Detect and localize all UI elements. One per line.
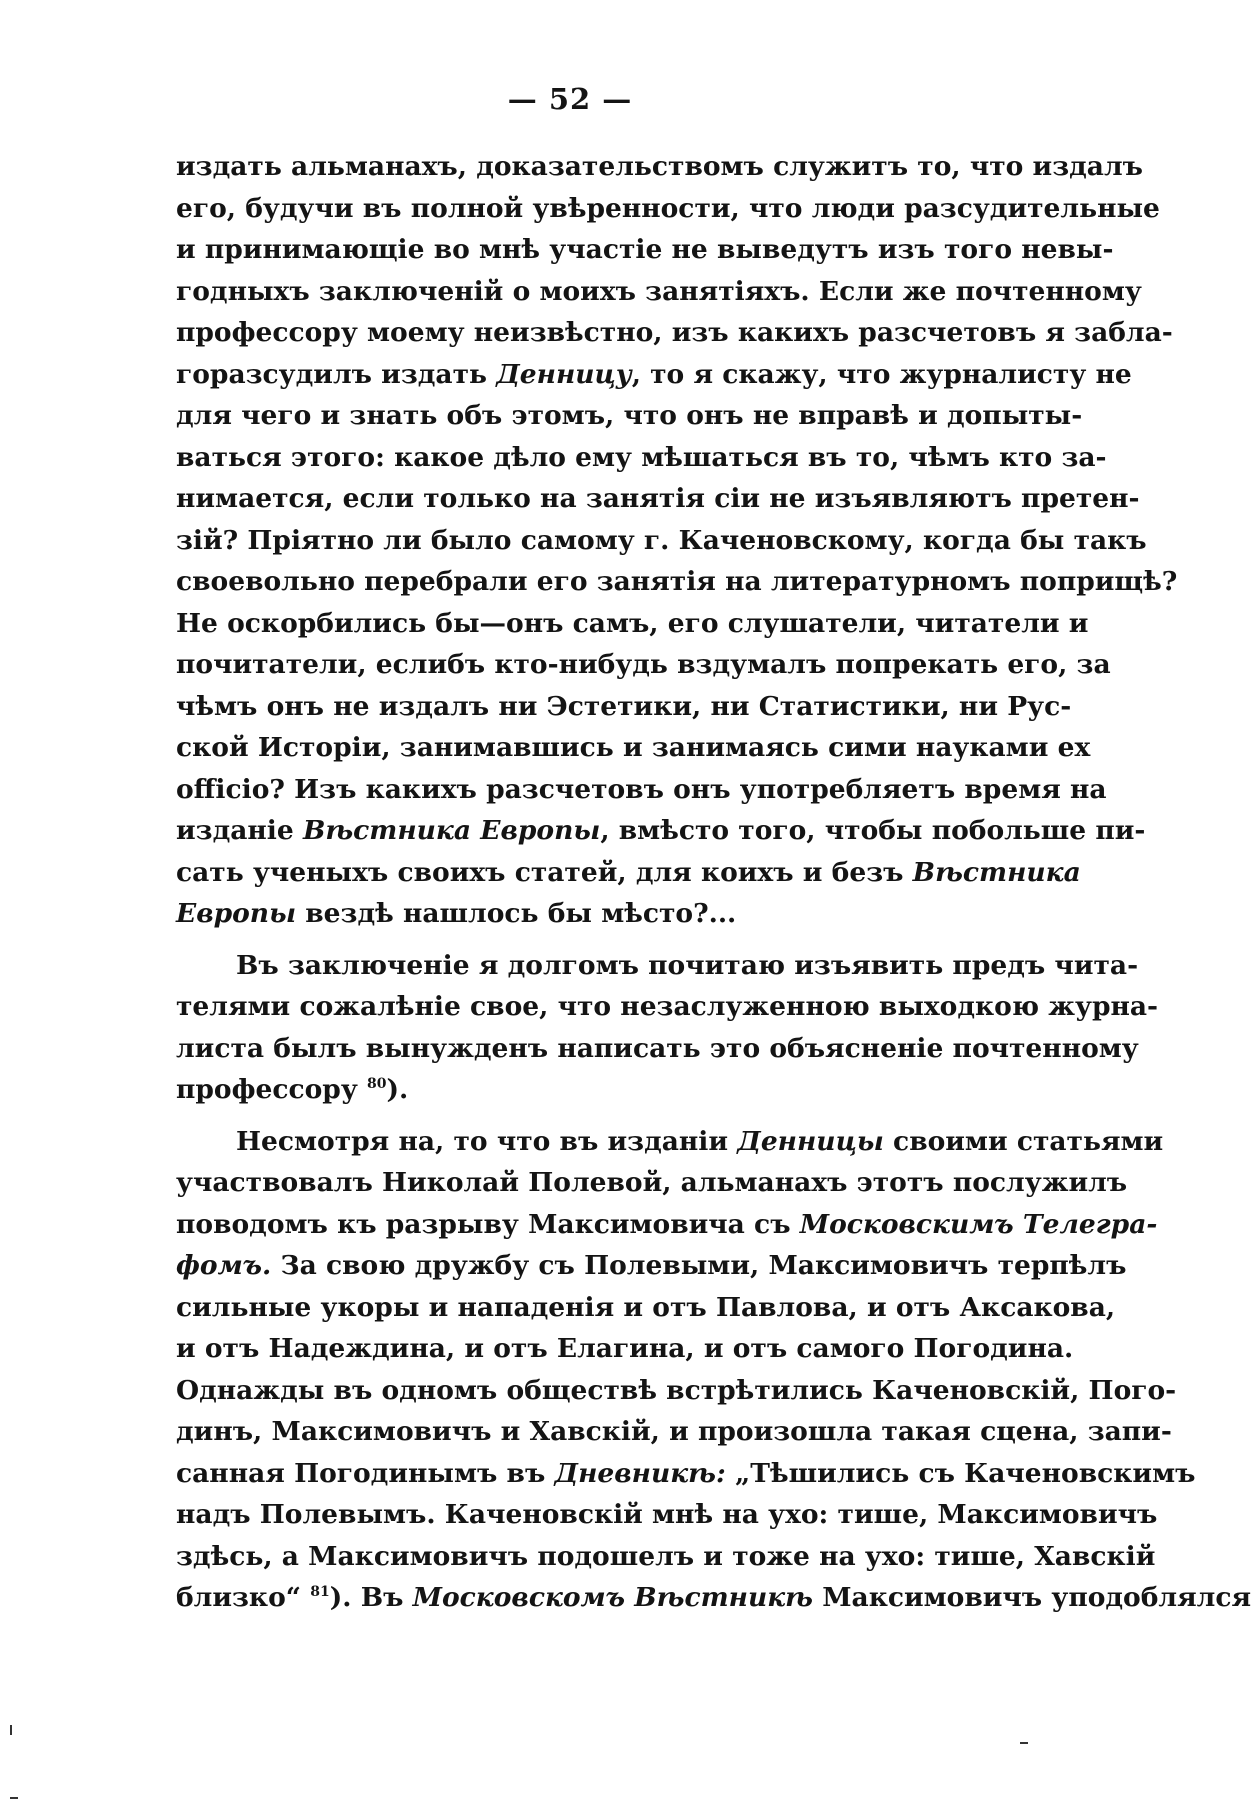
text-line bbox=[176, 229, 1114, 271]
text-line bbox=[176, 1069, 1036, 1111]
text-segment: вездѣ нашлось бы мѣсто?... bbox=[296, 898, 737, 929]
text-line bbox=[176, 1028, 1139, 1070]
text-segment: Однажды въ одномъ обществѣ встрѣтились Каченовскій, Пого- bbox=[176, 1374, 1177, 1406]
text-segment: officio? Изъ какихъ разсчетовъ онъ употребляетъ время на bbox=[176, 773, 1107, 805]
text-line bbox=[176, 354, 1132, 396]
text-line bbox=[176, 146, 1143, 188]
text-segment: зій? Пріятно ли было самому г. Каченовскому, когда бы такъ bbox=[176, 524, 1147, 556]
text-line bbox=[176, 603, 1089, 645]
italic-title: Европы bbox=[176, 898, 297, 929]
text-segment: ской Исторіи, занимавшись и занимаясь сими науками ex bbox=[176, 732, 1091, 763]
footnote-marker: 80 bbox=[367, 1076, 387, 1092]
scan-speck bbox=[10, 1725, 12, 1735]
scan-speck bbox=[1020, 1742, 1028, 1744]
text-line bbox=[176, 1121, 1164, 1163]
text-line bbox=[176, 312, 1173, 354]
text-segment: Несмотря на, то что въ изданіи bbox=[236, 1125, 738, 1157]
text-segment: для чего и знать объ этомъ, что онъ не вправѣ и допыты- bbox=[176, 400, 1083, 431]
text-line bbox=[176, 810, 1146, 852]
text-line bbox=[176, 395, 1083, 437]
italic-title: Дневникѣ: bbox=[554, 1457, 726, 1489]
text-line bbox=[176, 1204, 1158, 1246]
text-line bbox=[176, 1411, 1172, 1453]
text-segment: и принимающіе во мнѣ участіе не выведутъ изъ того невы- bbox=[176, 234, 1114, 265]
text-line bbox=[176, 686, 1072, 728]
text-segment: надъ Полевымъ. Каченовскій мнѣ на ухо: тише, Максимовичъ bbox=[176, 1499, 1158, 1530]
text-line bbox=[176, 852, 1081, 894]
text-line bbox=[176, 271, 1142, 313]
text-segment: За свою дружбу съ Полевыми, Максимовичъ терпѣлъ bbox=[271, 1250, 1127, 1281]
text-line bbox=[176, 644, 1111, 686]
text-segment: ). Въ bbox=[329, 1582, 413, 1613]
text-segment: Не оскорбились бы—онъ самъ, его слушатели, читатели и bbox=[176, 607, 1089, 639]
text-segment: , то я скажу, что журналисту не bbox=[631, 358, 1132, 390]
italic-title: Московскимъ Телегра- bbox=[799, 1208, 1158, 1240]
paragraph bbox=[176, 945, 1159, 1111]
text-line bbox=[176, 727, 1091, 769]
text-segment: издать альманахъ, доказательствомъ служитъ то, что издалъ bbox=[176, 151, 1143, 182]
text-segment: поводомъ къ разрыву Максимовича съ bbox=[176, 1208, 800, 1240]
text-line bbox=[176, 769, 1107, 811]
text-line bbox=[176, 1577, 1251, 1619]
text-segment: Въ заключеніе я долгомъ почитаю изъявить предъ чита- bbox=[236, 949, 1139, 981]
text-line bbox=[176, 520, 1147, 562]
text-line bbox=[176, 1162, 1128, 1204]
text-segment: профессору bbox=[176, 1074, 368, 1105]
text-segment: и отъ Надеждина, и отъ Елагина, и отъ самого Погодина. bbox=[176, 1333, 1074, 1364]
italic-title: Денницу bbox=[496, 358, 632, 390]
text-line bbox=[176, 1494, 1158, 1536]
scan-speck bbox=[10, 1797, 18, 1799]
text-line bbox=[176, 1370, 1177, 1412]
italic-title: Денницы bbox=[737, 1125, 884, 1157]
text-segment: близко“ bbox=[176, 1582, 311, 1613]
footnote-marker: 81 bbox=[310, 1584, 330, 1600]
italic-title: Вѣстника Европы bbox=[302, 815, 601, 846]
text-line bbox=[176, 1453, 1196, 1495]
text-line bbox=[176, 1287, 1116, 1329]
text-segment: сильные укоры и нападенія и отъ Павлова, и отъ Аксакова, bbox=[176, 1291, 1116, 1323]
text-segment: нимается, если только на занятія сіи не изъявляютъ претен- bbox=[176, 483, 1140, 514]
text-line bbox=[176, 478, 1140, 520]
text-line bbox=[176, 986, 1159, 1028]
text-segment: чѣмъ онъ не издалъ ни Эстетики, ни Статистики, ни Рус- bbox=[176, 690, 1072, 722]
text-segment: горазсудилъ издать bbox=[176, 358, 497, 390]
text-segment: своевольно перебрали его занятія на литературномъ поприщѣ? bbox=[176, 566, 1178, 597]
paragraph bbox=[176, 1121, 1251, 1619]
text-line bbox=[176, 437, 1107, 479]
text-line bbox=[176, 1245, 1127, 1287]
text-line bbox=[176, 188, 1160, 230]
text-line bbox=[176, 561, 1178, 603]
text-segment: своими статьями bbox=[883, 1125, 1164, 1157]
text-segment: сать ученыхъ своихъ статей, для коихъ и безъ bbox=[176, 856, 913, 888]
text-segment: ). bbox=[386, 1074, 409, 1105]
page-number: — 52 — bbox=[507, 82, 633, 116]
text-segment: динъ, Максимовичъ и Хавскій, и произошла такая сцена, запи- bbox=[176, 1416, 1172, 1447]
text-segment: здѣсь, а Максимовичъ подошелъ и тоже на ухо: тише, Хавскій bbox=[176, 1540, 1156, 1572]
text-segment: годныхъ заключеній о моихъ занятіяхъ. Если же почтенному bbox=[176, 275, 1142, 307]
italic-title: фомъ. bbox=[176, 1250, 272, 1281]
text-segment: „Тѣшились съ Каченовскимъ bbox=[725, 1457, 1196, 1489]
italic-title: Московскомъ Вѣстникѣ bbox=[412, 1582, 813, 1613]
text-segment: изданіе bbox=[176, 815, 303, 846]
text-line bbox=[176, 1328, 1074, 1370]
page-text bbox=[176, 146, 1251, 1619]
text-segment: санная Погодинымъ въ bbox=[176, 1457, 555, 1489]
text-segment: , вмѣсто того, чтобы побольше пи- bbox=[600, 815, 1146, 846]
paragraph bbox=[176, 146, 1178, 935]
text-segment: Максимовичъ уподоблялся bbox=[812, 1582, 1251, 1613]
text-segment: профессору моему неизвѣстно, изъ какихъ разсчетовъ я забла- bbox=[176, 317, 1173, 348]
italic-title: Вѣстника bbox=[912, 856, 1081, 888]
text-segment: ваться этого: какое дѣло ему мѣшаться въ то, чѣмъ кто за- bbox=[176, 441, 1107, 473]
text-line bbox=[176, 945, 1139, 987]
text-segment: его, будучи въ полной увѣренности, что люди разсудительные bbox=[176, 192, 1160, 224]
text-segment: почитатели, еслибъ кто-нибудь вздумалъ попрекать его, за bbox=[176, 649, 1111, 680]
text-segment: листа былъ вынужденъ написать это объясненіе почтенному bbox=[176, 1032, 1139, 1064]
text-segment: участвовалъ Николай Полевой, альманахъ этотъ послужилъ bbox=[176, 1167, 1128, 1198]
text-line bbox=[176, 893, 1036, 935]
text-line bbox=[176, 1536, 1156, 1578]
text-segment: телями сожалѣніе свое, что незаслуженною выходкою журна- bbox=[176, 991, 1159, 1022]
